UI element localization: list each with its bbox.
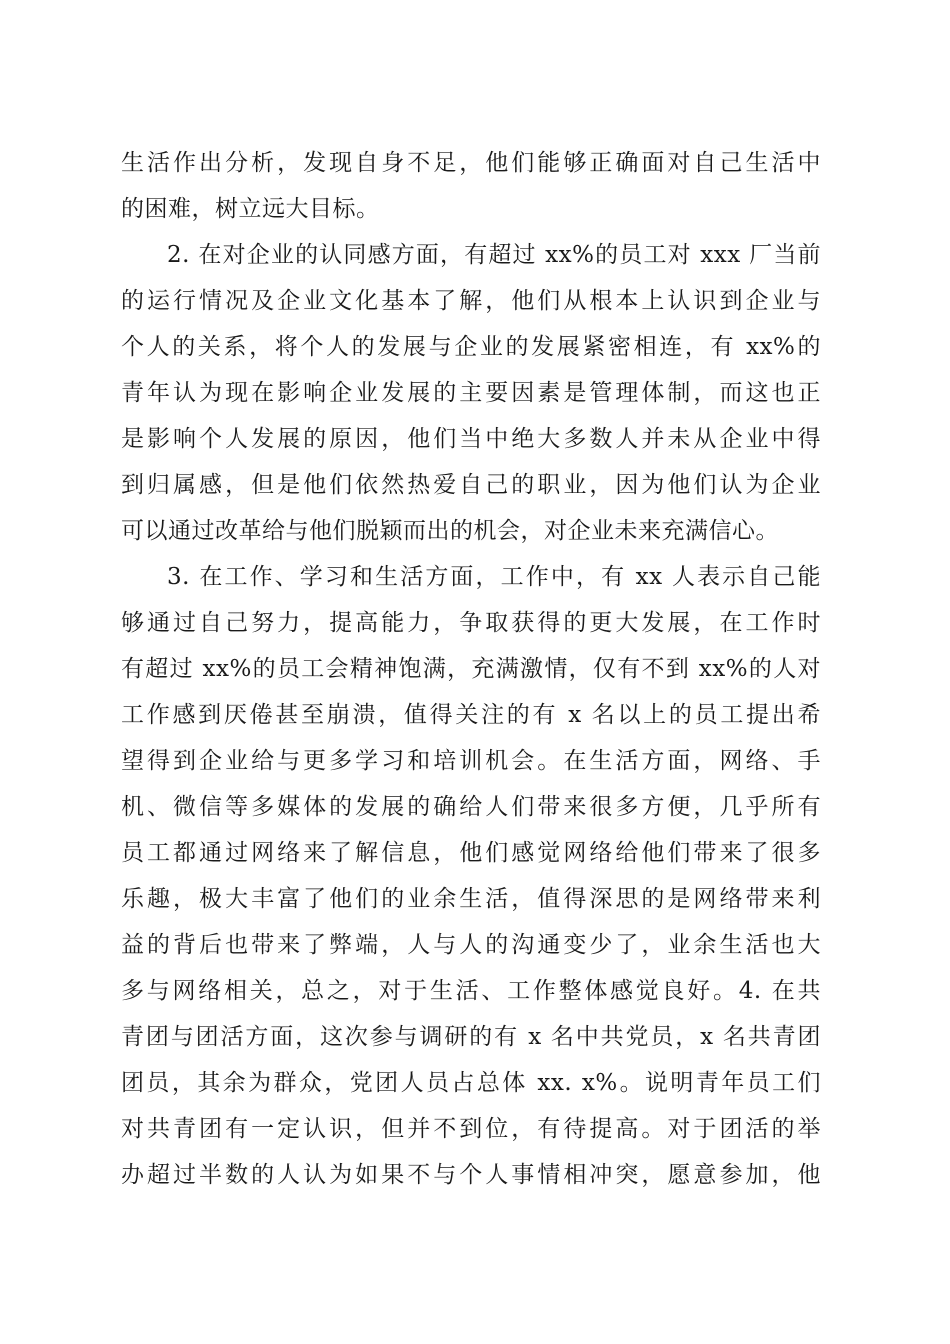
text-line: 可以通过改革给与他们脱颖而出的机会，对企业未来充满信心。: [121, 518, 779, 544]
text-line: 到归属感，但是他们依然热爱自己的职业，因为他们认为企业: [121, 472, 821, 498]
text-line: 益的背后也带来了弊端，人与人的沟通变少了，业余生活也大: [121, 932, 821, 958]
body-text: [121, 140, 821, 1198]
text-line: 的运行情况及企业文化基本了解，他们从根本上认识到企业与: [121, 288, 821, 314]
text-line: 员工都通过网络来了解信息，他们感觉网络给他们带来了很多: [121, 840, 821, 866]
text-line: 的困难，树立远大目标。: [121, 196, 380, 222]
text-line: 机、微信等多媒体的发展的确给人们带来很多方便，几乎所有: [121, 794, 821, 820]
text-line: 够通过自己努力，提高能力，争取获得的更大发展，在工作时: [121, 610, 821, 636]
text-line: 青年认为现在影响企业发展的主要因素是管理体制，而这也正: [121, 380, 821, 406]
paragraph-start-line: 2. 在对企业的认同感方面，有超过 xx%的员工对 xxx 厂当前: [167, 242, 821, 268]
text-line: 望得到企业给与更多学习和培训机会。在生活方面，网络、手: [121, 748, 821, 774]
text-line: 乐趣，极大丰富了他们的业余生活，值得深思的是网络带来利: [121, 886, 821, 912]
text-line: 工作感到厌倦甚至崩溃，值得关注的有 x 名以上的员工提出希: [121, 702, 821, 728]
text-line: 团员，其余为群众，党团人员占总体 xx. x%。说明青年员工们: [121, 1070, 821, 1096]
text-line: 多与网络相关，总之，对于生活、工作整体感觉良好。4. 在共: [121, 978, 821, 1004]
text-line: 办超过半数的人认为如果不与个人事情相冲突，愿意参加，他: [121, 1162, 821, 1188]
text-line: 青团与团活方面，这次参与调研的有 x 名中共党员，x 名共青团: [121, 1024, 821, 1050]
text-line: 有超过 xx%的员工会精神饱满，充满激情，仅有不到 xx%的人对: [121, 656, 821, 682]
text-line: 生活作出分析，发现自身不足，他们能够正确面对自己生活中: [121, 150, 821, 176]
paragraph-start-line: 3. 在工作、学习和生活方面，工作中，有 xx 人表示自己能: [167, 564, 821, 590]
text-line: 个人的关系，将个人的发展与企业的发展紧密相连，有 xx%的: [121, 334, 821, 360]
text-line: 对共青团有一定认识，但并不到位，有待提高。对于团活的举: [121, 1116, 821, 1142]
text-line: 是影响个人发展的原因，他们当中绝大多数人并未从企业中得: [121, 426, 821, 452]
